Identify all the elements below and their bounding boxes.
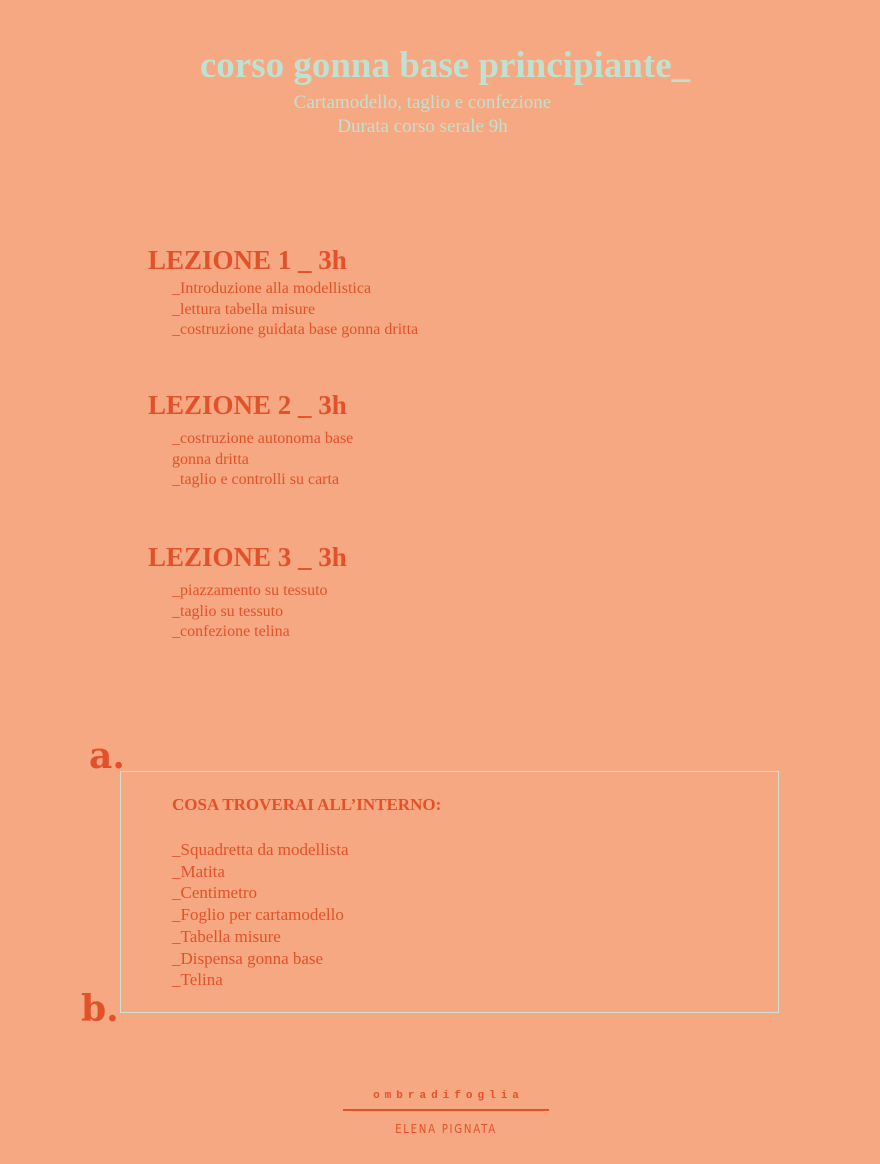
list-item: _Squadretta da modellista — [172, 840, 349, 859]
author-name: ELENA PIGNATA — [395, 1121, 497, 1136]
lesson-1 — [148, 244, 748, 341]
list-item: _taglio e controlli su carta — [172, 471, 340, 488]
kit-title: COSA TROVERAI ALL’INTERNO: — [172, 795, 442, 814]
marker-b: b. — [81, 988, 119, 1030]
kit-items — [172, 839, 349, 991]
list-item: _Introduzione alla modellistica — [172, 280, 372, 297]
list-item: gonna dritta — [172, 450, 249, 468]
lesson-3-title: LEZIONE 3 _ 3h — [148, 542, 347, 572]
kit-contents-box — [120, 771, 779, 1013]
course-subtitle: Cartamodello, taglio e confezione — [293, 92, 552, 113]
list-item: _Foglio per cartamodello — [172, 905, 344, 925]
lesson-1-items — [172, 279, 748, 341]
list-item: _piazzamento su tessuto — [172, 582, 328, 599]
course-duration: Durata corso serale 9h — [337, 116, 508, 137]
list-item: _Tabella misure — [172, 926, 281, 946]
lesson-3 — [148, 541, 748, 643]
list-item: _costruzione autonoma base — [172, 430, 354, 447]
lesson-2-items — [172, 429, 748, 491]
list-item: _Telina — [172, 970, 223, 990]
list-item: _Dispensa gonna base — [172, 948, 324, 968]
list-item: _taglio su tessuto — [172, 602, 284, 620]
marker-a: a. — [89, 735, 125, 777]
lesson-3-items — [172, 581, 748, 643]
list-item: _costruzione guidata base gonna dritta — [172, 321, 419, 338]
course-title: corso gonna base principiante_ — [199, 45, 691, 86]
brand-name: ombradifoglia — [373, 1090, 524, 1102]
list-item: _confezione telina — [172, 623, 290, 640]
lesson-1-title: LEZIONE 1 _ 3h — [148, 245, 347, 275]
lesson-2-title: LEZIONE 2 _ 3h — [148, 390, 347, 420]
footer-logo — [343, 1088, 549, 1137]
list-item: _lettura tabella misure — [172, 300, 316, 318]
lesson-2 — [148, 389, 748, 491]
list-item: _Centimetro — [172, 883, 257, 903]
footer-divider — [343, 1109, 549, 1111]
list-item: _Matita — [172, 861, 225, 881]
